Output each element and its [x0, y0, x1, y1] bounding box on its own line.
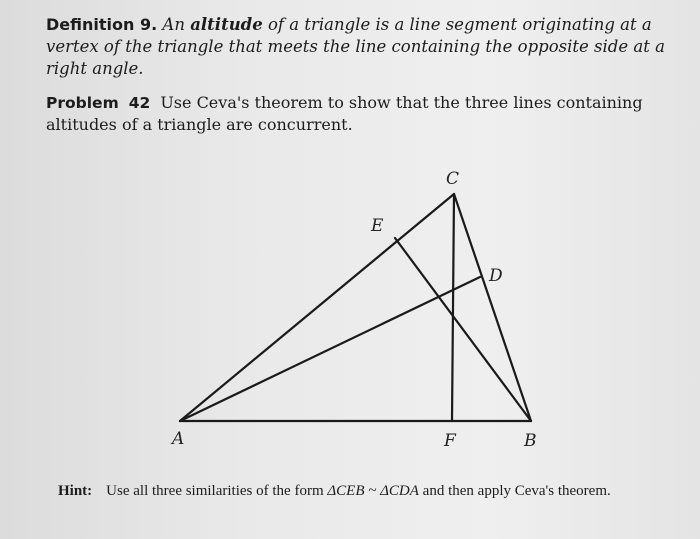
hint-expression: ΔCEB ~ ΔCDA	[327, 483, 419, 499]
hint-block	[58, 482, 668, 500]
definition-body: of a triangle is a line segment originating at a vertex of the triangle that meets the line containing the opposite side at a right angle.	[46, 15, 665, 78]
problem-heading: Problem	[46, 94, 119, 112]
label-f: F	[444, 431, 456, 451]
label-e: E	[371, 216, 384, 236]
label-a: A	[172, 429, 185, 449]
definition-intro: An	[162, 15, 191, 34]
label-b: B	[524, 431, 537, 451]
label-d: D	[489, 266, 503, 286]
side-ac	[180, 194, 454, 421]
altitude-ad	[180, 277, 480, 421]
hint-text-before: Use all three similarities of the form	[106, 483, 328, 499]
altitude-cf	[452, 194, 454, 421]
hint-text-after: and then apply Ceva's theorem.	[418, 483, 611, 499]
label-c: C	[446, 169, 460, 189]
problem-text: Use Ceva's theorem to show that the three lines containing altitudes of a triangle are concurrent.	[46, 93, 643, 134]
definition-term: altitude	[190, 15, 263, 34]
side-bc	[454, 194, 531, 421]
hint-heading: Hint:	[58, 483, 93, 499]
definition-heading: Definition 9.	[46, 15, 158, 34]
altitude-be	[395, 238, 531, 421]
problem-number: 42	[128, 94, 151, 112]
